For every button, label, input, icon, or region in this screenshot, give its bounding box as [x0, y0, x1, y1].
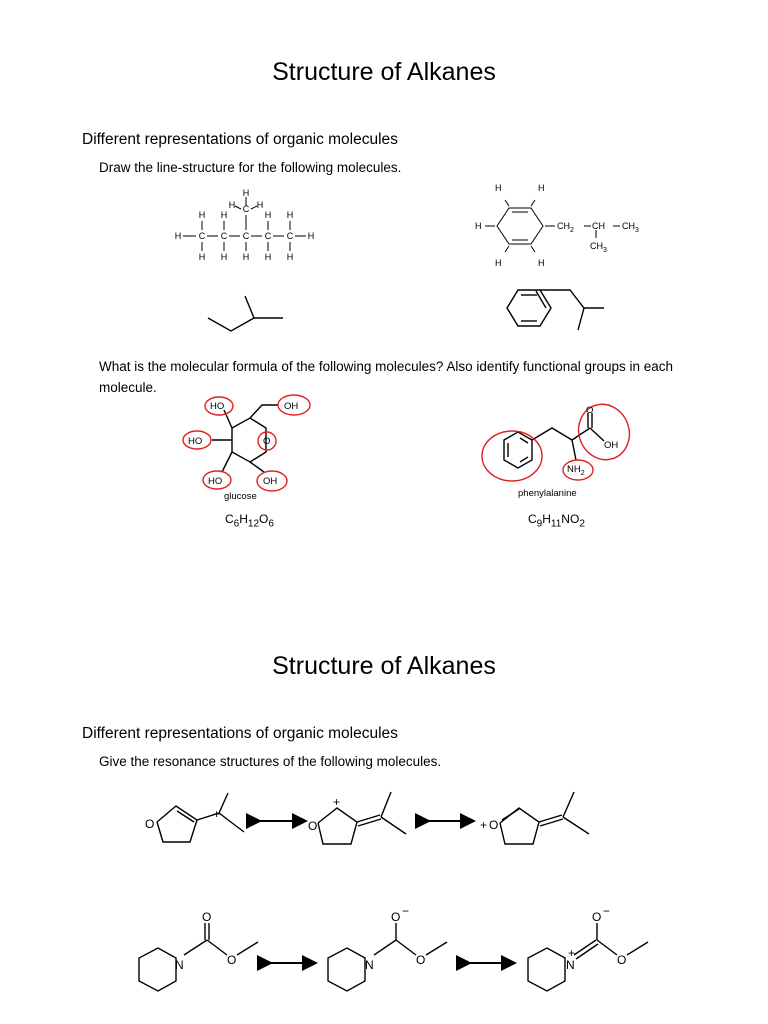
- glucose-ring-oxygen: O: [263, 436, 271, 447]
- phenylalanine-carbonyl-o: O: [586, 405, 594, 416]
- atom-h: H: [286, 210, 294, 220]
- ester-oxygen: O: [617, 953, 627, 967]
- resonance-structure-1c: [500, 792, 589, 844]
- positive-charge: +: [480, 818, 488, 832]
- nitrogen-atom: N: [365, 958, 374, 972]
- atom-h: H: [495, 183, 502, 193]
- slide1-instruction: Draw the line-structure for the following molecules.: [99, 160, 402, 175]
- resonance-structure-1a: [157, 793, 244, 842]
- negative-charge: −: [402, 904, 410, 918]
- resonance-structure-2a: [139, 923, 258, 991]
- atom-h: H: [264, 252, 272, 262]
- atom-h: H: [256, 200, 264, 210]
- glucose-ho-label: HO: [210, 401, 225, 412]
- ring-oxygen: O: [308, 819, 318, 833]
- ch2-label: $CH_2$: [557, 221, 574, 234]
- carbonyl-oxygen: O: [202, 910, 212, 924]
- negative-charge: −: [603, 904, 611, 918]
- atom-h: H: [495, 258, 502, 268]
- positive-charge: +: [333, 795, 341, 809]
- ch3-label: $CH_3$: [622, 221, 639, 234]
- atom-c: C: [286, 231, 294, 241]
- atom-c: C: [220, 231, 228, 241]
- atom-h: H: [220, 252, 228, 262]
- resonance-structure-2c: [528, 923, 648, 991]
- atom-h: H: [264, 210, 272, 220]
- glucose-name: glucose: [224, 491, 257, 502]
- slide2-instruction: Give the resonance structures of the following molecules.: [99, 754, 442, 769]
- phenylalanine-nh2-label: $NH_2$: [567, 464, 585, 477]
- atom-h: H: [538, 258, 545, 268]
- slide2-heading: Different representations of organic molecules: [82, 725, 398, 742]
- slide1-question: What is the molecular formula of the following molecules? Also identify functional groups in each molecule.: [99, 359, 674, 395]
- atom-c: C: [242, 231, 250, 241]
- atom-c: C: [264, 231, 272, 241]
- oxide-oxygen: O: [391, 910, 401, 924]
- atom-h: H: [242, 252, 250, 262]
- atom-h: H: [228, 200, 236, 210]
- atom-h: H: [307, 231, 315, 241]
- atom-c: C: [198, 231, 206, 241]
- glucose-oh-label: OH: [263, 476, 278, 487]
- atom-h: H: [198, 210, 206, 220]
- ch-label: CH: [592, 221, 605, 231]
- atom-h: H: [242, 188, 250, 198]
- line-structure-isopentane: [208, 296, 283, 331]
- ch3-label: $CH_3$: [590, 241, 607, 254]
- glucose-ho-label: HO: [208, 476, 223, 487]
- atom-h: H: [538, 183, 545, 193]
- glucose-oh-label: OH: [284, 401, 299, 412]
- atom-h: H: [198, 252, 206, 262]
- phenylalanine-formula: $C_9H_{11}NO_2$: [528, 512, 585, 530]
- glucose-ho-label: HO: [188, 436, 203, 447]
- positive-charge: +: [568, 946, 576, 960]
- slide1-title: Structure of Alkanes: [272, 58, 496, 86]
- slide1-heading: Different representations of organic molecules: [82, 131, 398, 148]
- nitrogen-atom: N: [566, 958, 575, 972]
- resonance-structure-2b: [328, 923, 447, 991]
- atom-h: H: [286, 252, 294, 262]
- phenylalanine-structure: [504, 413, 604, 468]
- glucose-formula: $C_6H_{12}O_6$: [225, 512, 274, 530]
- positive-charge: +: [213, 807, 221, 821]
- phenylalanine-oh-label: OH: [604, 440, 619, 451]
- line-structure-isobutylbenzene: [507, 290, 604, 330]
- atom-h: H: [220, 210, 228, 220]
- slide2-title: Structure of Alkanes: [272, 652, 496, 680]
- ester-oxygen: O: [416, 953, 426, 967]
- oxide-oxygen: O: [592, 910, 602, 924]
- nitrogen-atom: N: [175, 958, 184, 972]
- resonance-structure-1b: [318, 792, 406, 844]
- ester-oxygen: O: [227, 953, 237, 967]
- ring-oxygen: O: [489, 818, 499, 832]
- atom-h: H: [174, 231, 182, 241]
- phenylalanine-name: phenylalanine: [518, 488, 577, 499]
- atom-c: C: [242, 204, 250, 214]
- ring-oxygen: O: [145, 817, 155, 831]
- atom-h: H: [475, 221, 482, 231]
